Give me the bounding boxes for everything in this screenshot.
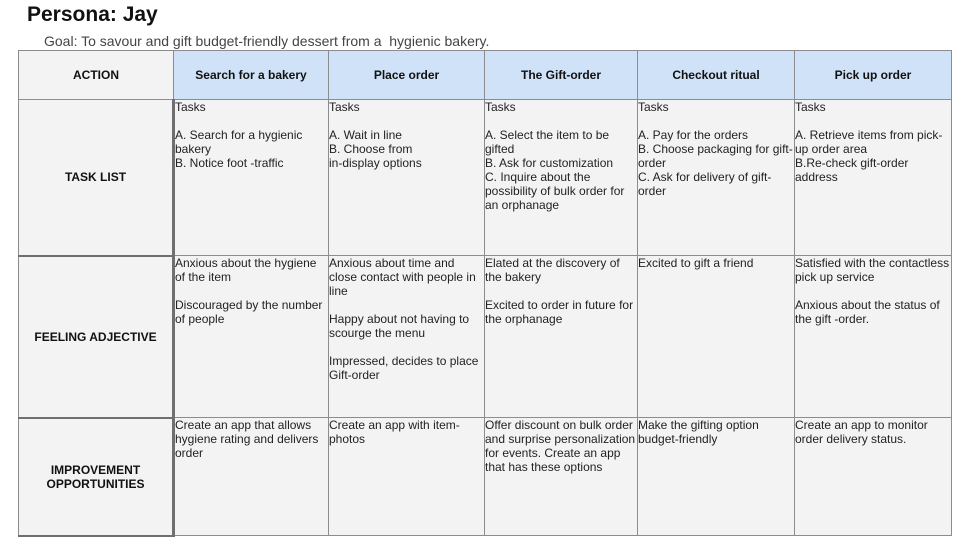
stage-header-gift-order: The Gift-order — [485, 51, 638, 100]
task-items: A. Retrieve items from pick-up order area B.Re-check gift-order address — [795, 128, 943, 184]
row-label-feeling-adjective: FEELING ADJECTIVE — [19, 256, 174, 418]
feeling-text: Elated at the discovery of the bakery — [485, 256, 620, 284]
feeling-text: Anxious about the hygiene of the item — [175, 256, 317, 284]
task-items: A. Search for a hygienic bakery B. Notice foot -traffic — [175, 128, 303, 170]
improvement-cell — [485, 418, 638, 536]
persona-goal: Goal: To savour and gift budget-friendly dessert from a hygienic bakery. — [44, 33, 490, 49]
feeling-cell — [329, 256, 485, 418]
journey-map-table — [18, 50, 952, 537]
improvement-text: Create an app that allows hygiene rating and delivers order — [175, 418, 319, 460]
task-heading: Tasks — [485, 100, 516, 114]
improvement-text: Offer discount on bulk order and surprise personalization for events. Create an app that has these options — [485, 418, 636, 474]
feeling-text: Excited to order in future for the orphanage — [485, 298, 634, 326]
improvement-text: Create an app to monitor order delivery status. — [795, 418, 928, 446]
action-corner-label: ACTION — [19, 51, 174, 100]
task-list-row — [19, 100, 952, 256]
improvement-cell — [329, 418, 485, 536]
task-items: A. Select the item to be gifted B. Ask for customization C. Inquire about the possibility of bulk order for an orphanage — [485, 128, 625, 212]
task-heading: Tasks — [795, 100, 826, 114]
stage-header-pick-up-order: Pick up order — [795, 51, 952, 100]
improvement-opportunities-row — [19, 418, 952, 536]
task-heading: Tasks — [175, 100, 206, 114]
improvement-cell — [795, 418, 952, 536]
persona-title: Persona: Jay — [27, 3, 158, 26]
feeling-text: Anxious about the status of the gift -order. — [795, 298, 940, 326]
task-heading: Tasks — [329, 100, 360, 114]
task-cell — [174, 100, 329, 256]
feeling-text: Excited to gift a friend — [638, 256, 754, 270]
feeling-text: Satisfied with the contactless pick up service — [795, 256, 950, 284]
stage-header-place-order: Place order — [329, 51, 485, 100]
feeling-text: Anxious about time and close contact with people in line — [329, 256, 476, 298]
improvement-text: Create an app with item-photos — [329, 418, 460, 446]
feeling-cell — [174, 256, 329, 418]
stage-header-search-for-a-bakery: Search for a bakery — [174, 51, 329, 100]
improvement-cell — [174, 418, 329, 536]
task-cell — [638, 100, 795, 256]
feeling-text: Impressed, decides to place Gift-order — [329, 354, 479, 382]
feeling-cell — [795, 256, 952, 418]
stage-header-checkout-ritual: Checkout ritual — [638, 51, 795, 100]
task-items: A. Wait in line B. Choose from in-display options — [329, 128, 422, 170]
improvement-text: Make the gifting option budget-friendly — [638, 418, 759, 446]
stage-header-row — [19, 51, 952, 100]
task-heading: Tasks — [638, 100, 669, 114]
row-label-task-list: TASK LIST — [19, 100, 174, 256]
improvement-cell — [638, 418, 795, 536]
task-items: A. Pay for the orders B. Choose packaging for gift-order C. Ask for delivery of gift-order — [638, 128, 793, 198]
feeling-cell — [485, 256, 638, 418]
task-cell — [485, 100, 638, 256]
row-label-improvement-opportunities: IMPROVEMENT OPPORTUNITIES — [19, 418, 174, 536]
task-cell — [329, 100, 485, 256]
feeling-text: Discouraged by the number of people — [175, 298, 323, 326]
task-cell — [795, 100, 952, 256]
feeling-cell — [638, 256, 795, 418]
feeling-adjective-row — [19, 256, 952, 418]
feeling-text: Happy about not having to scourge the menu — [329, 312, 470, 340]
